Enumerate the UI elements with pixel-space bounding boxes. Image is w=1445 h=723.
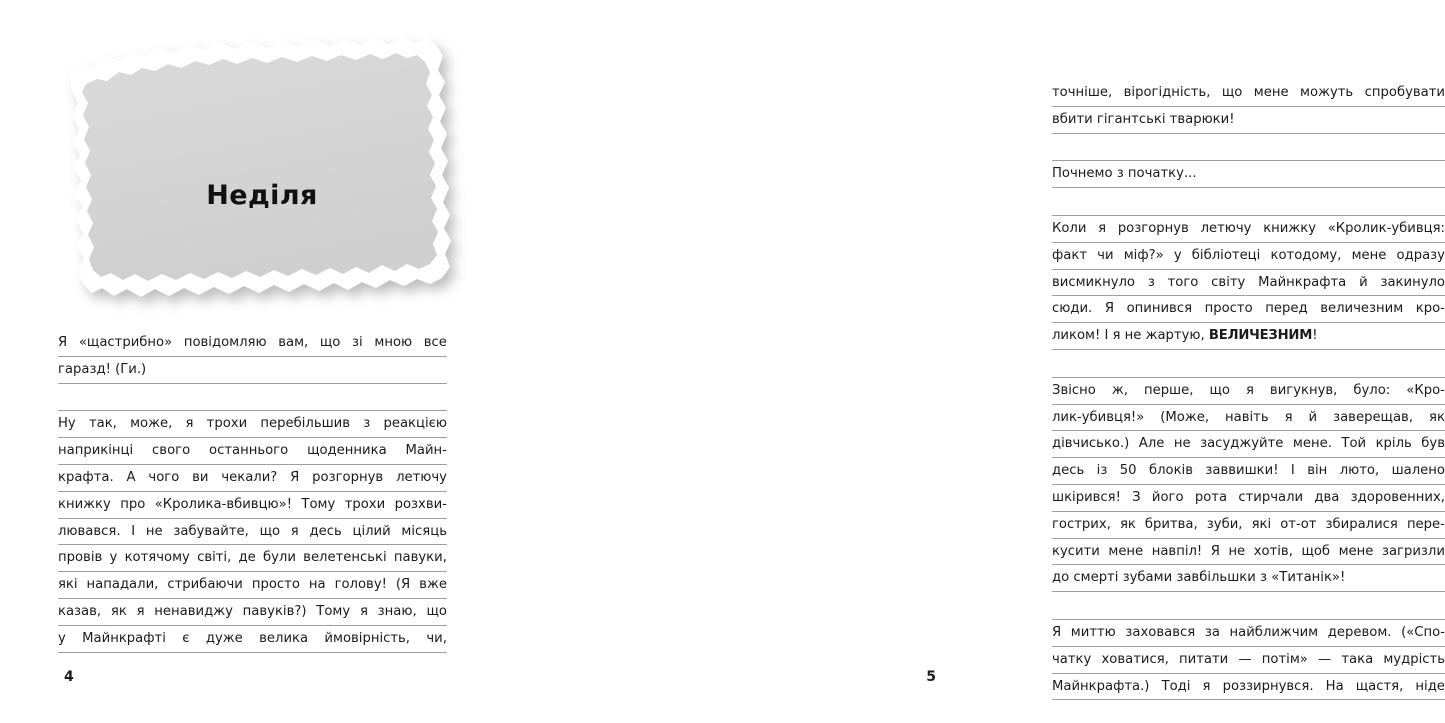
paragraph bbox=[1052, 378, 1445, 592]
word: не bbox=[145, 523, 163, 539]
word: я bbox=[359, 603, 368, 619]
word: люто, bbox=[1339, 463, 1380, 479]
text-line bbox=[58, 545, 447, 572]
page-number-left: 4 bbox=[64, 669, 74, 685]
word: «Кролик-убивця: bbox=[1327, 220, 1445, 236]
text-line bbox=[58, 572, 447, 599]
word: (Може, bbox=[1160, 409, 1210, 425]
text-line bbox=[1052, 620, 1445, 647]
word: павуки, bbox=[393, 550, 447, 566]
word: ликом! І я не жартую, bbox=[1052, 328, 1209, 344]
word: здоровенних, bbox=[1350, 489, 1445, 505]
word: можуть bbox=[1300, 85, 1354, 100]
word: які bbox=[58, 577, 78, 593]
word: зі bbox=[352, 335, 363, 350]
word: велика bbox=[259, 630, 309, 646]
text-line bbox=[1052, 270, 1445, 297]
word: книжку bbox=[58, 496, 111, 512]
word: «Кро- bbox=[1406, 382, 1445, 398]
word: потім» bbox=[1261, 651, 1308, 667]
word: я bbox=[290, 523, 299, 539]
word: Звісно bbox=[1052, 382, 1096, 398]
word: що bbox=[1221, 85, 1243, 100]
word: Я bbox=[1052, 624, 1062, 640]
word: Ну bbox=[58, 416, 76, 432]
word: цілий bbox=[352, 523, 391, 539]
word: як bbox=[1429, 409, 1445, 425]
word: от-от bbox=[1280, 516, 1317, 532]
word: я bbox=[1202, 678, 1211, 694]
word: кусити bbox=[1052, 543, 1100, 559]
word: трохи bbox=[344, 496, 386, 512]
word: казав, bbox=[58, 603, 102, 619]
text-line bbox=[58, 599, 447, 626]
word: засуджуйте bbox=[1200, 436, 1284, 452]
word: світу bbox=[1211, 274, 1246, 290]
word: чи bbox=[1097, 247, 1114, 263]
paragraph bbox=[1052, 216, 1445, 350]
word: ненавиджу bbox=[154, 603, 233, 619]
text-line bbox=[1052, 216, 1445, 243]
word: що bbox=[259, 523, 281, 539]
word: у bbox=[58, 630, 66, 646]
word: Я bbox=[1104, 301, 1114, 317]
word: свого bbox=[152, 443, 191, 459]
word: хотів, bbox=[1253, 543, 1293, 559]
word: сюди. bbox=[1052, 301, 1093, 317]
word: його bbox=[1151, 489, 1184, 505]
text-line bbox=[1052, 539, 1445, 566]
word: «щастрибно» bbox=[78, 335, 173, 350]
word: величезним bbox=[1320, 301, 1404, 317]
word: з bbox=[1147, 274, 1155, 290]
word: я bbox=[1245, 382, 1254, 398]
word: ховатися, bbox=[1101, 651, 1169, 667]
word: голову! bbox=[334, 577, 387, 593]
word: й bbox=[1359, 274, 1368, 290]
word: де bbox=[238, 550, 256, 566]
text-line bbox=[58, 465, 447, 492]
word: я bbox=[1284, 409, 1293, 425]
word: є bbox=[182, 630, 190, 646]
text-line bbox=[1052, 80, 1445, 107]
text-line bbox=[58, 330, 447, 357]
word: така bbox=[1341, 651, 1374, 667]
word: деревом. bbox=[1327, 624, 1392, 640]
word: котячому bbox=[124, 550, 190, 566]
word: Коли bbox=[1052, 220, 1087, 236]
word: шкірився! bbox=[1052, 489, 1121, 505]
right-page bbox=[500, 0, 1445, 723]
word: про bbox=[120, 496, 146, 512]
word: Я bbox=[58, 335, 68, 350]
word: — bbox=[1238, 651, 1252, 667]
word: що bbox=[426, 603, 447, 619]
emphasized-text: ВЕЛИЧЕЗНИМ bbox=[1208, 328, 1313, 344]
word: (Я bbox=[395, 577, 411, 593]
word: велетенські bbox=[303, 550, 387, 566]
word: Я bbox=[290, 469, 300, 485]
word: все bbox=[423, 335, 447, 350]
word: вже bbox=[419, 577, 447, 593]
word: міф?» bbox=[1123, 247, 1164, 263]
torn-paper-header bbox=[62, 32, 462, 322]
word: світі, bbox=[197, 550, 232, 566]
word: не bbox=[1228, 543, 1246, 559]
word: рота bbox=[1194, 489, 1228, 505]
word: заховався bbox=[1125, 624, 1196, 640]
word: що bbox=[319, 335, 341, 350]
word: наприкінці bbox=[58, 443, 134, 459]
word: спробувати bbox=[1364, 85, 1445, 100]
word: просто bbox=[251, 577, 300, 593]
word: я bbox=[185, 416, 194, 432]
word: вбити гігантські тварюки! bbox=[1052, 111, 1235, 127]
word: опинився bbox=[1126, 301, 1193, 317]
word: у bbox=[1173, 247, 1182, 263]
word: блоків bbox=[1148, 463, 1193, 479]
word: мене. bbox=[1292, 436, 1332, 452]
word: лювався. bbox=[58, 523, 121, 539]
word: ніде bbox=[1415, 678, 1445, 694]
word: ймовірність, bbox=[324, 630, 410, 646]
word: що bbox=[1209, 382, 1230, 398]
word: чи, bbox=[426, 630, 447, 646]
text-line bbox=[1052, 243, 1445, 270]
paragraph bbox=[58, 330, 447, 384]
word: навіть bbox=[1225, 409, 1269, 425]
word: заверещав, bbox=[1333, 409, 1414, 425]
word: летючу bbox=[1200, 220, 1252, 236]
word: він bbox=[1307, 463, 1328, 479]
word: Майнкрафті bbox=[82, 630, 166, 646]
page-number-right: 5 bbox=[926, 669, 936, 685]
word: найближчим bbox=[1229, 624, 1319, 640]
word: може, bbox=[130, 416, 173, 432]
word: нападали, bbox=[86, 577, 159, 593]
word: повідомляю bbox=[183, 335, 267, 350]
word: («Спо- bbox=[1401, 624, 1445, 640]
word: мене bbox=[1253, 85, 1289, 100]
left-page bbox=[0, 0, 500, 723]
word: книжку bbox=[1263, 220, 1317, 236]
word: гаразд! (Ги.) bbox=[58, 361, 147, 377]
word: десь bbox=[309, 523, 342, 539]
word: точніше, bbox=[1052, 85, 1113, 100]
word: — bbox=[1318, 651, 1332, 667]
word: павуків?) bbox=[242, 603, 307, 619]
paragraph bbox=[1052, 80, 1445, 134]
word: місяць bbox=[401, 523, 447, 539]
word: Почнемо з початку... bbox=[1052, 166, 1197, 182]
word: стрибаючи bbox=[167, 577, 243, 593]
paragraph-gap-rule bbox=[58, 384, 447, 412]
word: чатку bbox=[1052, 651, 1092, 667]
word: перебільшив bbox=[260, 416, 351, 432]
word: мене bbox=[1351, 247, 1387, 263]
left-column-text bbox=[58, 330, 447, 653]
paragraph bbox=[1052, 620, 1445, 700]
word: я bbox=[136, 603, 145, 619]
word: кріль bbox=[1375, 436, 1412, 452]
word: Той bbox=[1341, 436, 1367, 452]
text-line bbox=[58, 492, 447, 519]
word: забувайте, bbox=[173, 523, 249, 539]
paragraph-gap-rule bbox=[1052, 188, 1445, 216]
word: навпіл! bbox=[1151, 543, 1203, 559]
word: висмикнуло bbox=[1052, 274, 1136, 290]
word: факт bbox=[1052, 247, 1088, 263]
word: як bbox=[1119, 516, 1136, 532]
word: закинуло bbox=[1380, 274, 1445, 290]
word: реакцією bbox=[383, 416, 447, 432]
word: миттю bbox=[1070, 624, 1116, 640]
text-line bbox=[1052, 512, 1445, 539]
word: стирчали bbox=[1238, 489, 1304, 505]
word: провів bbox=[58, 550, 103, 566]
right-column-text bbox=[1052, 80, 1445, 700]
text-line bbox=[58, 438, 447, 465]
word: летючу bbox=[396, 469, 447, 485]
word: загризли bbox=[1381, 543, 1445, 559]
word: перед bbox=[1265, 301, 1308, 317]
word: шалено bbox=[1391, 463, 1445, 479]
word: Майнкрафта bbox=[1258, 274, 1347, 290]
word: І bbox=[131, 523, 136, 539]
word: щастя, bbox=[1355, 678, 1404, 694]
paragraph-gap-rule bbox=[1052, 592, 1445, 620]
word: з bbox=[363, 416, 371, 432]
text-line bbox=[1052, 485, 1445, 512]
word: ж, bbox=[1111, 382, 1128, 398]
text-line bbox=[1052, 161, 1445, 188]
text-line bbox=[1052, 296, 1445, 323]
word: щоб bbox=[1301, 543, 1331, 559]
word: ви bbox=[192, 469, 209, 485]
word: А bbox=[126, 469, 136, 485]
word: було: bbox=[1353, 382, 1391, 398]
torn-paper-icon bbox=[62, 32, 462, 322]
word: Тоді bbox=[1161, 678, 1191, 694]
word: Майн- bbox=[405, 443, 447, 459]
paragraph bbox=[1052, 161, 1445, 188]
word: я bbox=[1098, 220, 1107, 236]
word: розгорнув bbox=[1117, 220, 1189, 236]
word: два bbox=[1314, 489, 1340, 505]
word: бритва, bbox=[1144, 516, 1198, 532]
word: трохи bbox=[206, 416, 248, 432]
word: пере- bbox=[1406, 516, 1445, 532]
word: Я bbox=[1210, 543, 1220, 559]
word: дуже bbox=[205, 630, 243, 646]
text-line bbox=[1052, 107, 1445, 134]
word: й bbox=[1308, 409, 1318, 425]
word: збиралися bbox=[1325, 516, 1398, 532]
word: З bbox=[1132, 489, 1141, 505]
text-line bbox=[1052, 405, 1445, 432]
paragraph bbox=[58, 411, 447, 652]
text-line bbox=[1052, 647, 1445, 674]
paragraph-gap-rule bbox=[1052, 134, 1445, 162]
word: останнього bbox=[209, 443, 289, 459]
text-line bbox=[1052, 431, 1445, 458]
word: «Кролика-вбивцю»! bbox=[154, 496, 293, 512]
word: заввишки! bbox=[1205, 463, 1279, 479]
word: вірогідність, bbox=[1123, 85, 1211, 100]
word: питати bbox=[1179, 651, 1229, 667]
word: на bbox=[308, 577, 326, 593]
text-line bbox=[58, 411, 447, 438]
word: не bbox=[1173, 436, 1191, 452]
word: до смерті зубами завбільшки з «Титанік»! bbox=[1052, 570, 1346, 586]
word: мною bbox=[374, 335, 413, 350]
word: десь bbox=[1052, 463, 1085, 479]
word: На bbox=[1325, 678, 1344, 694]
word: розхви- bbox=[394, 496, 447, 512]
word: 50 bbox=[1119, 463, 1137, 479]
word: знаю, bbox=[377, 603, 417, 619]
word: одразу bbox=[1396, 247, 1445, 263]
word: розгорнув bbox=[312, 469, 384, 485]
text-line bbox=[58, 626, 447, 653]
word: Тому bbox=[301, 496, 336, 512]
word: у bbox=[109, 550, 118, 566]
word: вигукнув, bbox=[1269, 382, 1338, 398]
word: за bbox=[1204, 624, 1220, 640]
text-line bbox=[1052, 565, 1445, 592]
word: котодому, bbox=[1270, 247, 1342, 263]
word: кро- bbox=[1415, 301, 1445, 317]
word: чекали? bbox=[221, 469, 278, 485]
word: перше, bbox=[1143, 382, 1194, 398]
word: із bbox=[1096, 463, 1108, 479]
word: Тому bbox=[316, 603, 351, 619]
text-line bbox=[1052, 674, 1445, 701]
word: гострих, bbox=[1052, 516, 1111, 532]
word: просто bbox=[1204, 301, 1253, 317]
word: дівчисько.) bbox=[1052, 436, 1130, 452]
word: зуби, bbox=[1206, 516, 1243, 532]
word: Майнкрафта.) bbox=[1052, 678, 1150, 694]
word: І bbox=[1290, 463, 1295, 479]
word: які bbox=[1251, 516, 1272, 532]
word: бібліотеці bbox=[1191, 247, 1261, 263]
word: ! bbox=[1312, 328, 1318, 344]
text-line bbox=[1052, 458, 1445, 485]
text-line bbox=[1052, 323, 1445, 350]
word: мудрість bbox=[1383, 651, 1445, 667]
word: були bbox=[263, 550, 296, 566]
word: мене bbox=[1338, 543, 1374, 559]
word: крафта. bbox=[58, 469, 114, 485]
word: чого bbox=[148, 469, 180, 485]
word: так, bbox=[88, 416, 117, 432]
word: був bbox=[1421, 436, 1445, 452]
word: щоденника bbox=[307, 443, 387, 459]
word: вам, bbox=[278, 335, 309, 350]
word: роззирнувся. bbox=[1222, 678, 1314, 694]
text-line bbox=[58, 519, 447, 546]
text-line bbox=[58, 357, 447, 384]
text-line bbox=[1052, 378, 1445, 405]
word: лик-убивця!» bbox=[1052, 409, 1145, 425]
word: того bbox=[1167, 274, 1199, 290]
word: як bbox=[110, 603, 127, 619]
word: Але bbox=[1138, 436, 1165, 452]
word: мене bbox=[1108, 543, 1144, 559]
paragraph-gap-rule bbox=[1052, 350, 1445, 378]
chapter-title: Неділя bbox=[206, 180, 318, 211]
